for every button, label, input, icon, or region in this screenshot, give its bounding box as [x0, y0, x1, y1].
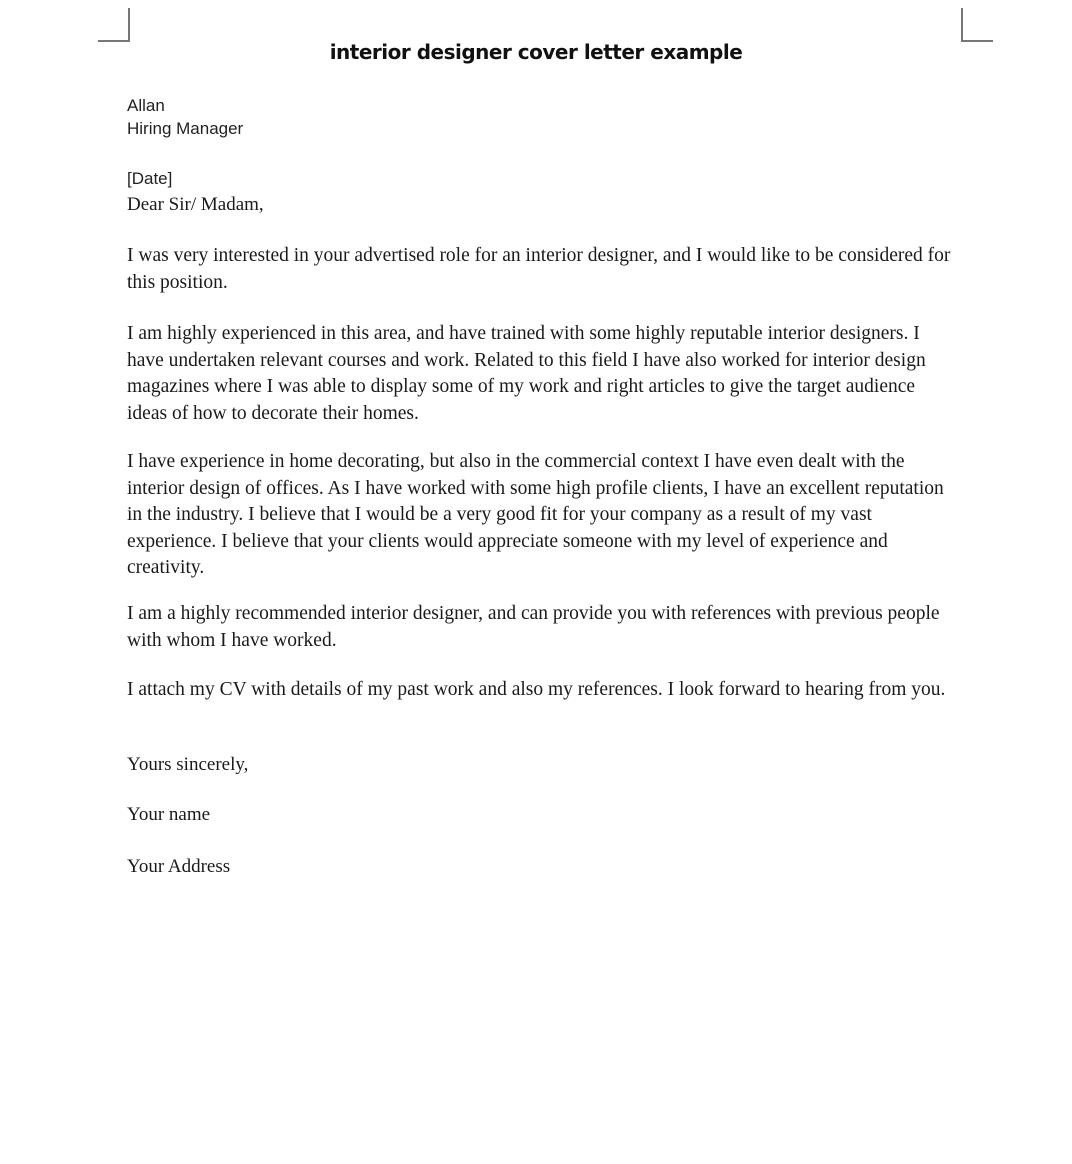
paragraph-2: I am highly experienced in this area, and have trained with some highly reputable interior designers. I have undertaken relevant courses and work. Related to this field I have also worked for interior design magazines where I was able to display some of my work and right articles to give the target audience ideas of how to decorate their homes. [127, 323, 926, 424]
page-corner-mark-left [98, 8, 130, 42]
paragraph-3: I have experience in home decorating, but also in the commercial context I have even dealt with the interior design of offices. As I have worked with some high profile clients, I have an excellent reputation in the industry. I believe that I would be a very good fit for your company as a result of my vast experience. I believe that your clients would appreciate someone with my level of experience and creativity. [127, 451, 944, 578]
recipient-name: Allan [127, 96, 165, 115]
signature-name: Your name [127, 804, 211, 825]
closing: Yours sincerely, [127, 754, 249, 775]
paragraph-4: I am a highly recommended interior designer, and can provide you with references with previous people with whom I have worked. [127, 603, 940, 651]
recipient-role: Hiring Manager [127, 119, 244, 138]
paragraph-1: I was very interested in your advertised role for an interior designer, and I would like to be considered for this position. [127, 245, 951, 293]
page-corner-mark-right [961, 8, 993, 42]
paragraph-5: I attach my CV with details of my past work and also my references. I look forward to hearing from you. [127, 679, 946, 700]
document-title: interior designer cover letter example [329, 40, 743, 64]
salutation: Dear Sir/ Madam, [127, 194, 264, 215]
date-placeholder: [Date] [127, 169, 173, 188]
signature-address: Your Address [127, 856, 231, 877]
